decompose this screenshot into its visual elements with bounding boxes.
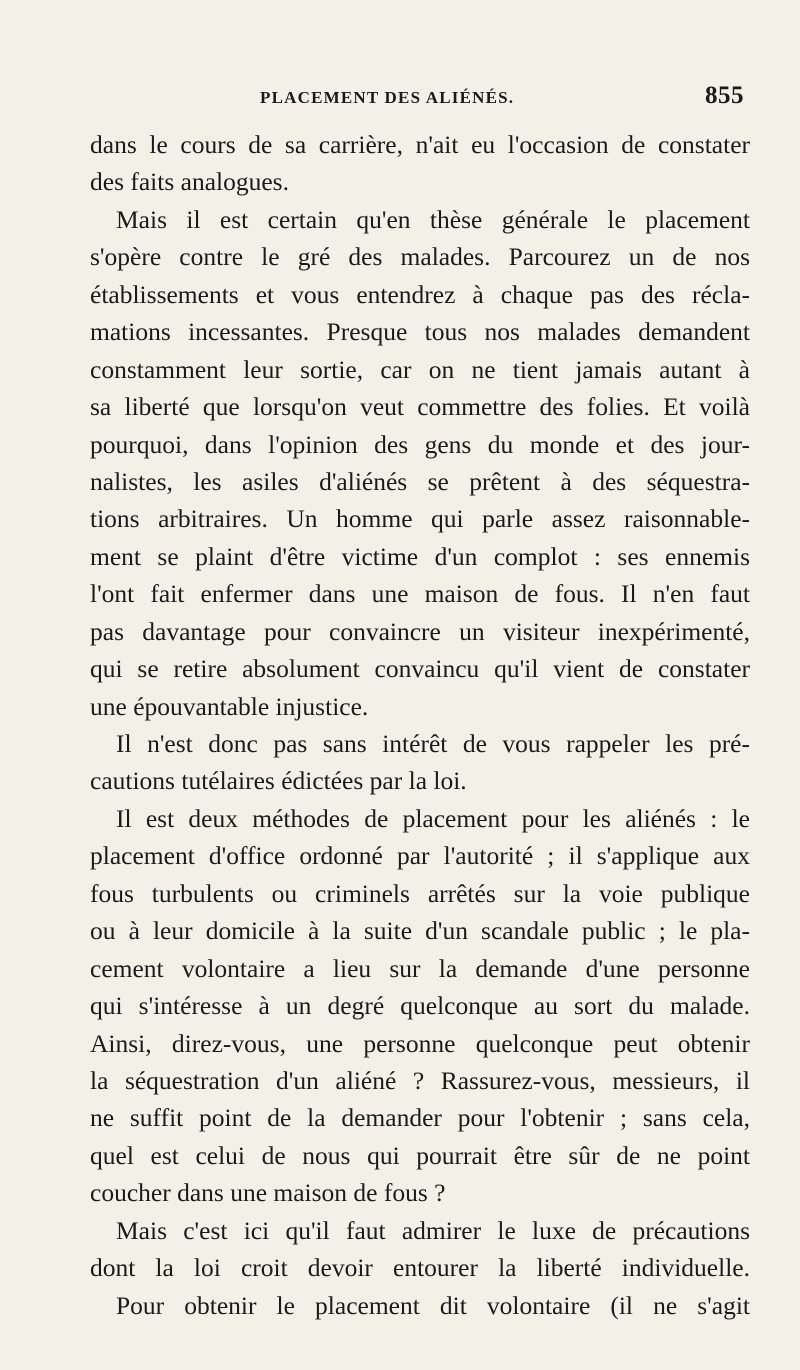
text-line: mations incessantes. Presque tous nos malades demandent [90,317,750,347]
text-line: l'ont fait enfermer dans une maison de fous. Il n'en faut [90,579,750,609]
text-line: Ainsi, direz-vous, une personne quelconque peut obtenir [90,1028,750,1058]
text-line: Il est deux méthodes de placement pour les aliénés : le [116,803,750,833]
text-line: coucher dans une maison de fous ? [90,1178,446,1208]
text-line: pas davantage pour convaincre un visiteur inexpérimenté, [90,616,750,646]
body-text [90,126,750,1324]
text-line: cement volontaire a lieu sur la demande d'une personne [90,953,750,983]
text-line: sa liberté que lorsqu'on veut commettre des folies. Et voilà [90,392,750,422]
text-line: constamment leur sortie, car on ne tient jamais autant à [90,354,750,384]
text-line: Mais il est certain qu'en thèse générale le placement [116,204,750,234]
text-line: tions arbitraires. Un homme qui parle assez raisonnable- [90,504,750,534]
text-line: placement d'office ordonné par l'autorité ; il s'applique aux [90,841,750,871]
text-line: fous turbulents ou criminels arrêtés sur la voie publique [90,878,750,908]
text-line: cautions tutélaires édictées par la loi. [90,766,467,796]
text-line: quel est celui de nous qui pourrait être sûr de ne point [90,1140,750,1170]
text-line: nalistes, les asiles d'aliénés se prêtent à des séquestra- [90,466,750,496]
text-line: dans le cours de sa carrière, n'ait eu l'occasion de constater [90,130,750,159]
running-title: PLACEMENT DES ALIÉNÉS. [260,88,515,107]
text-line: s'opère contre le gré des malades. Parcourez un de nos [90,242,750,272]
page-number: 855 [705,82,744,109]
text-line: ment se plaint d'être victime d'un complot : ses ennemis [90,541,750,571]
text-line: la séquestration d'un aliéné ? Rassurez-vous, messieurs, il [90,1065,750,1095]
text-line: Mais c'est ici qu'il faut admirer le luxe de précautions [116,1215,750,1245]
running-head [90,82,750,116]
text-line: établissements et vous entendrez à chaque pas des récla- [90,279,750,309]
text-line: qui se retire absolument convaincu qu'il vient de constater [90,654,750,684]
text-line: une épouvantable injustice. [90,691,369,721]
text-line: ne suffit point de la demander pour l'obtenir ; sans cela, [90,1103,750,1133]
text-line: des faits analogues. [90,167,289,197]
text-line: ou à leur domicile à la suite d'un scandale public ; le pla- [90,916,750,946]
text-line: dont la loi croit devoir entourer la liberté individuelle. [90,1253,750,1283]
text-line: qui s'intéresse à un degré quelconque au sort du malade. [90,991,750,1021]
text-line: Il n'est donc pas sans intérêt de vous rappeler les pré- [116,729,750,758]
text-line: Pour obtenir le placement dit volontaire (il ne s'agit [116,1290,750,1320]
text-line: pourquoi, dans l'opinion des gens du monde et des jour- [90,429,750,459]
